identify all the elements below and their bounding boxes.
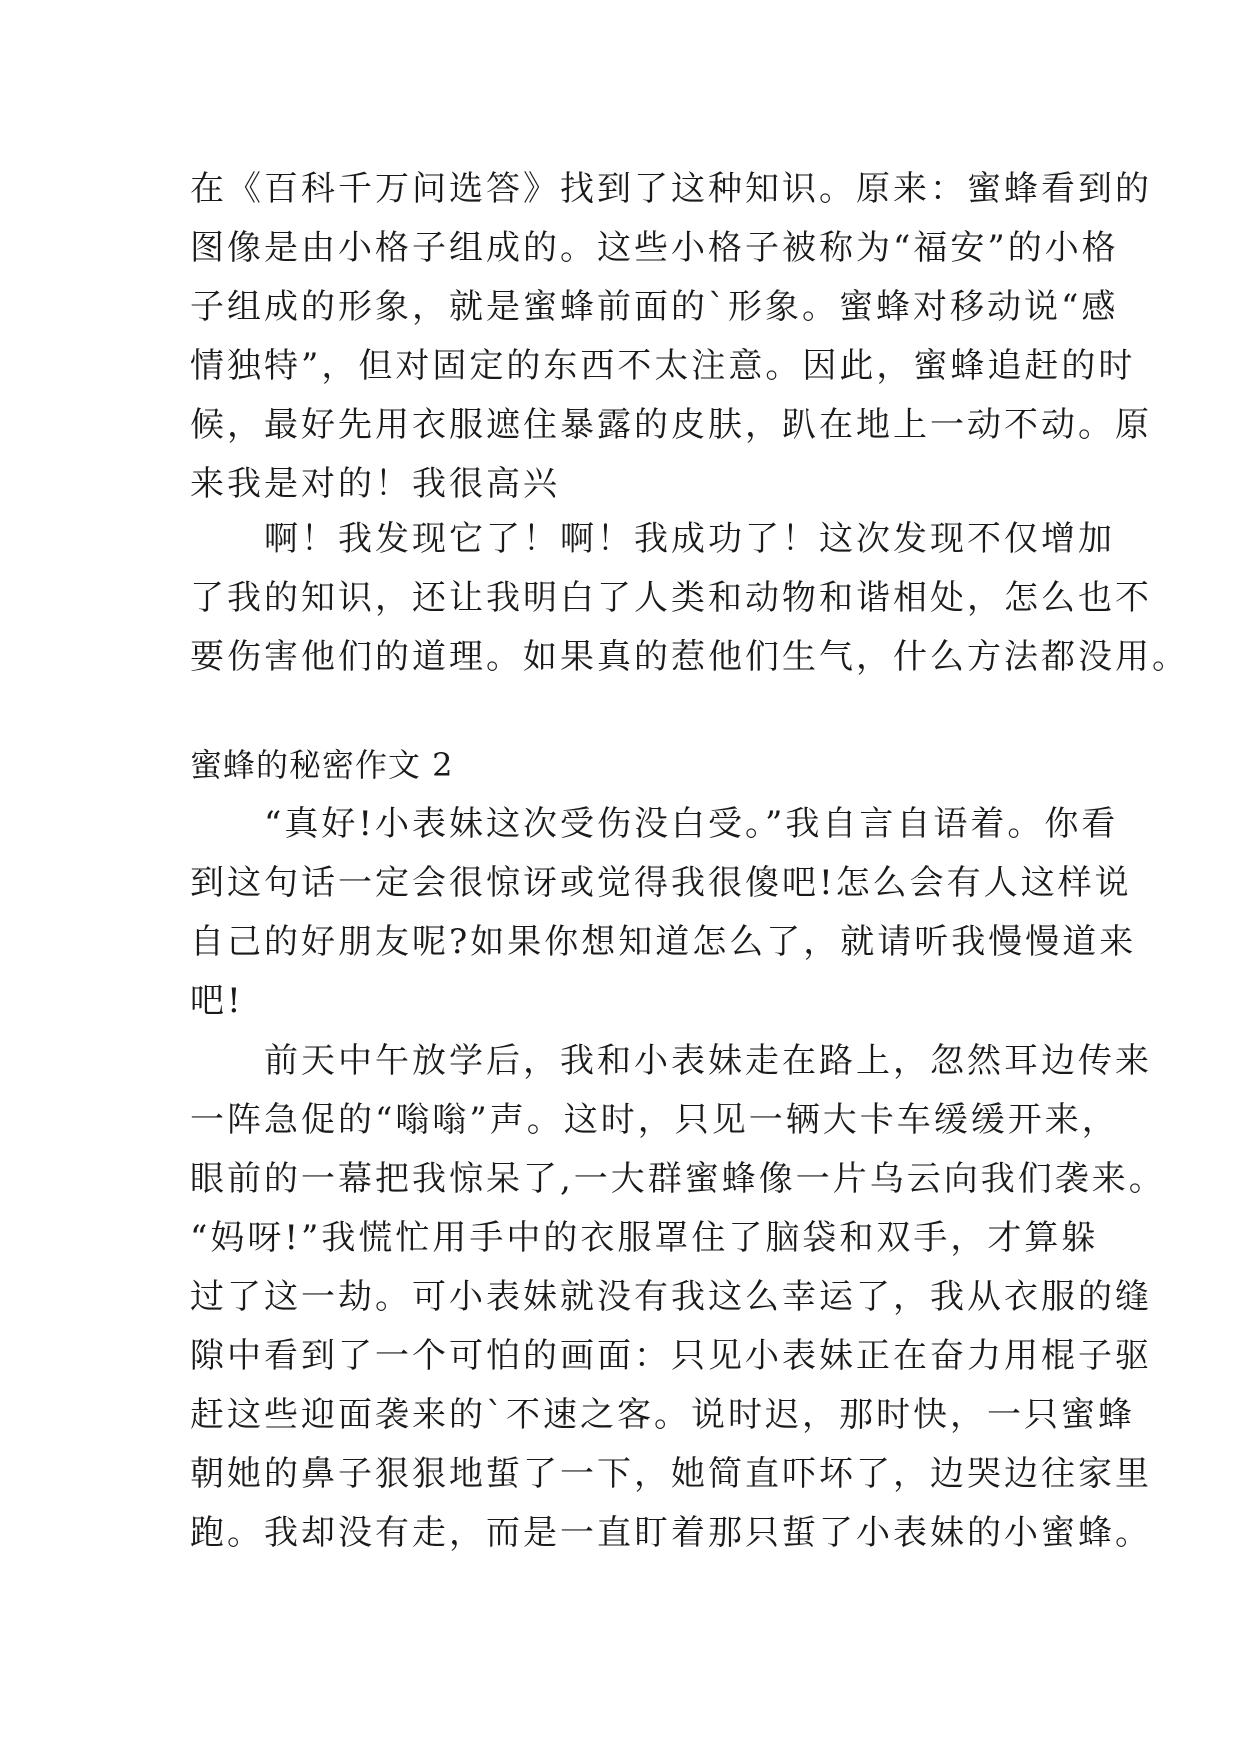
paragraph-line: “妈呀!”我慌忙用手中的衣服罩住了脑袋和双手，才算躲 — [190, 1218, 1099, 1258]
paragraph-line: 眼前的一幕把我惊呆了,一大群蜜蜂像一片乌云向我们袭来。 — [190, 1159, 1166, 1199]
paragraph-line: 情独特”，但对固定的东西不太注意。因此，蜜蜂追赶的时 — [190, 346, 1136, 386]
paragraph-line: 朝她的鼻子狠狠地蜇了一下，她简直吓坏了，边哭边往家里 — [190, 1454, 1152, 1494]
paragraph-line: “真好!小表妹这次受伤没白受。”我自言自语着。你看 — [190, 804, 1119, 844]
paragraph-1 — [190, 160, 1152, 514]
paragraph-3 — [190, 795, 1137, 1031]
paragraph-line: 在《百科千万问选答》找到了这种知识。原来：蜜蜂看到的 — [190, 169, 1152, 209]
paragraph-2 — [190, 510, 1189, 687]
paragraph-line: 来我是对的！我很高兴 — [190, 464, 560, 504]
section-title: 蜜蜂的秘密作文 2 — [190, 746, 454, 784]
paragraph-line: 过了这一劫。可小表妹就没有我这么幸运了，我从衣服的缝 — [190, 1277, 1152, 1317]
section-heading — [190, 736, 1070, 795]
paragraph-line: 要伤害他们的道理。如果真的惹他们生气，什么方法都没用。 — [190, 637, 1189, 677]
paragraph-4 — [190, 1032, 1166, 1563]
paragraph-line: 吧! — [190, 981, 244, 1021]
paragraph-line: 候，最好先用衣服遮住暴露的皮肤，趴在地上一动不动。原 — [190, 405, 1152, 445]
paragraph-line: 前天中午放学后，我和小表妹走在路上，忽然耳边传来 — [190, 1041, 1152, 1081]
paragraph-line: 隙中看到了一个可怕的画面：只见小表妹正在奋力用棍子驱 — [190, 1336, 1152, 1376]
paragraph-line: 图像是由小格子组成的。这些小格子被称为“福安”的小格 — [190, 228, 1119, 268]
paragraph-line: 子组成的形象，就是蜜蜂前面的`形象。蜜蜂对移动说“感 — [190, 287, 1119, 327]
paragraph-line: 到这句话一定会很惊讶或觉得我很傻吧!怎么会有人这样说 — [190, 863, 1132, 903]
paragraph-line: 啊！我发现它了！啊！我成功了！这次发现不仅增加 — [190, 519, 1115, 559]
paragraph-line: 跑。我却没有走，而是一直盯着那只蜇了小表妹的小蜜蜂。 — [190, 1513, 1152, 1553]
paragraph-line: 自己的好朋友呢?如果你想知道怎么了，就请听我慢慢道来 — [190, 922, 1137, 962]
paragraph-line: 一阵急促的“嗡嗡”声。这时，只见一辆大卡车缓缓开来， — [190, 1100, 1119, 1140]
paragraph-line: 了我的知识，还让我明白了人类和动物和谐相处，怎么也不 — [190, 578, 1152, 618]
paragraph-line: 赶这些迎面袭来的`不速之客。说时迟，那时快，一只蜜蜂 — [190, 1395, 1135, 1435]
